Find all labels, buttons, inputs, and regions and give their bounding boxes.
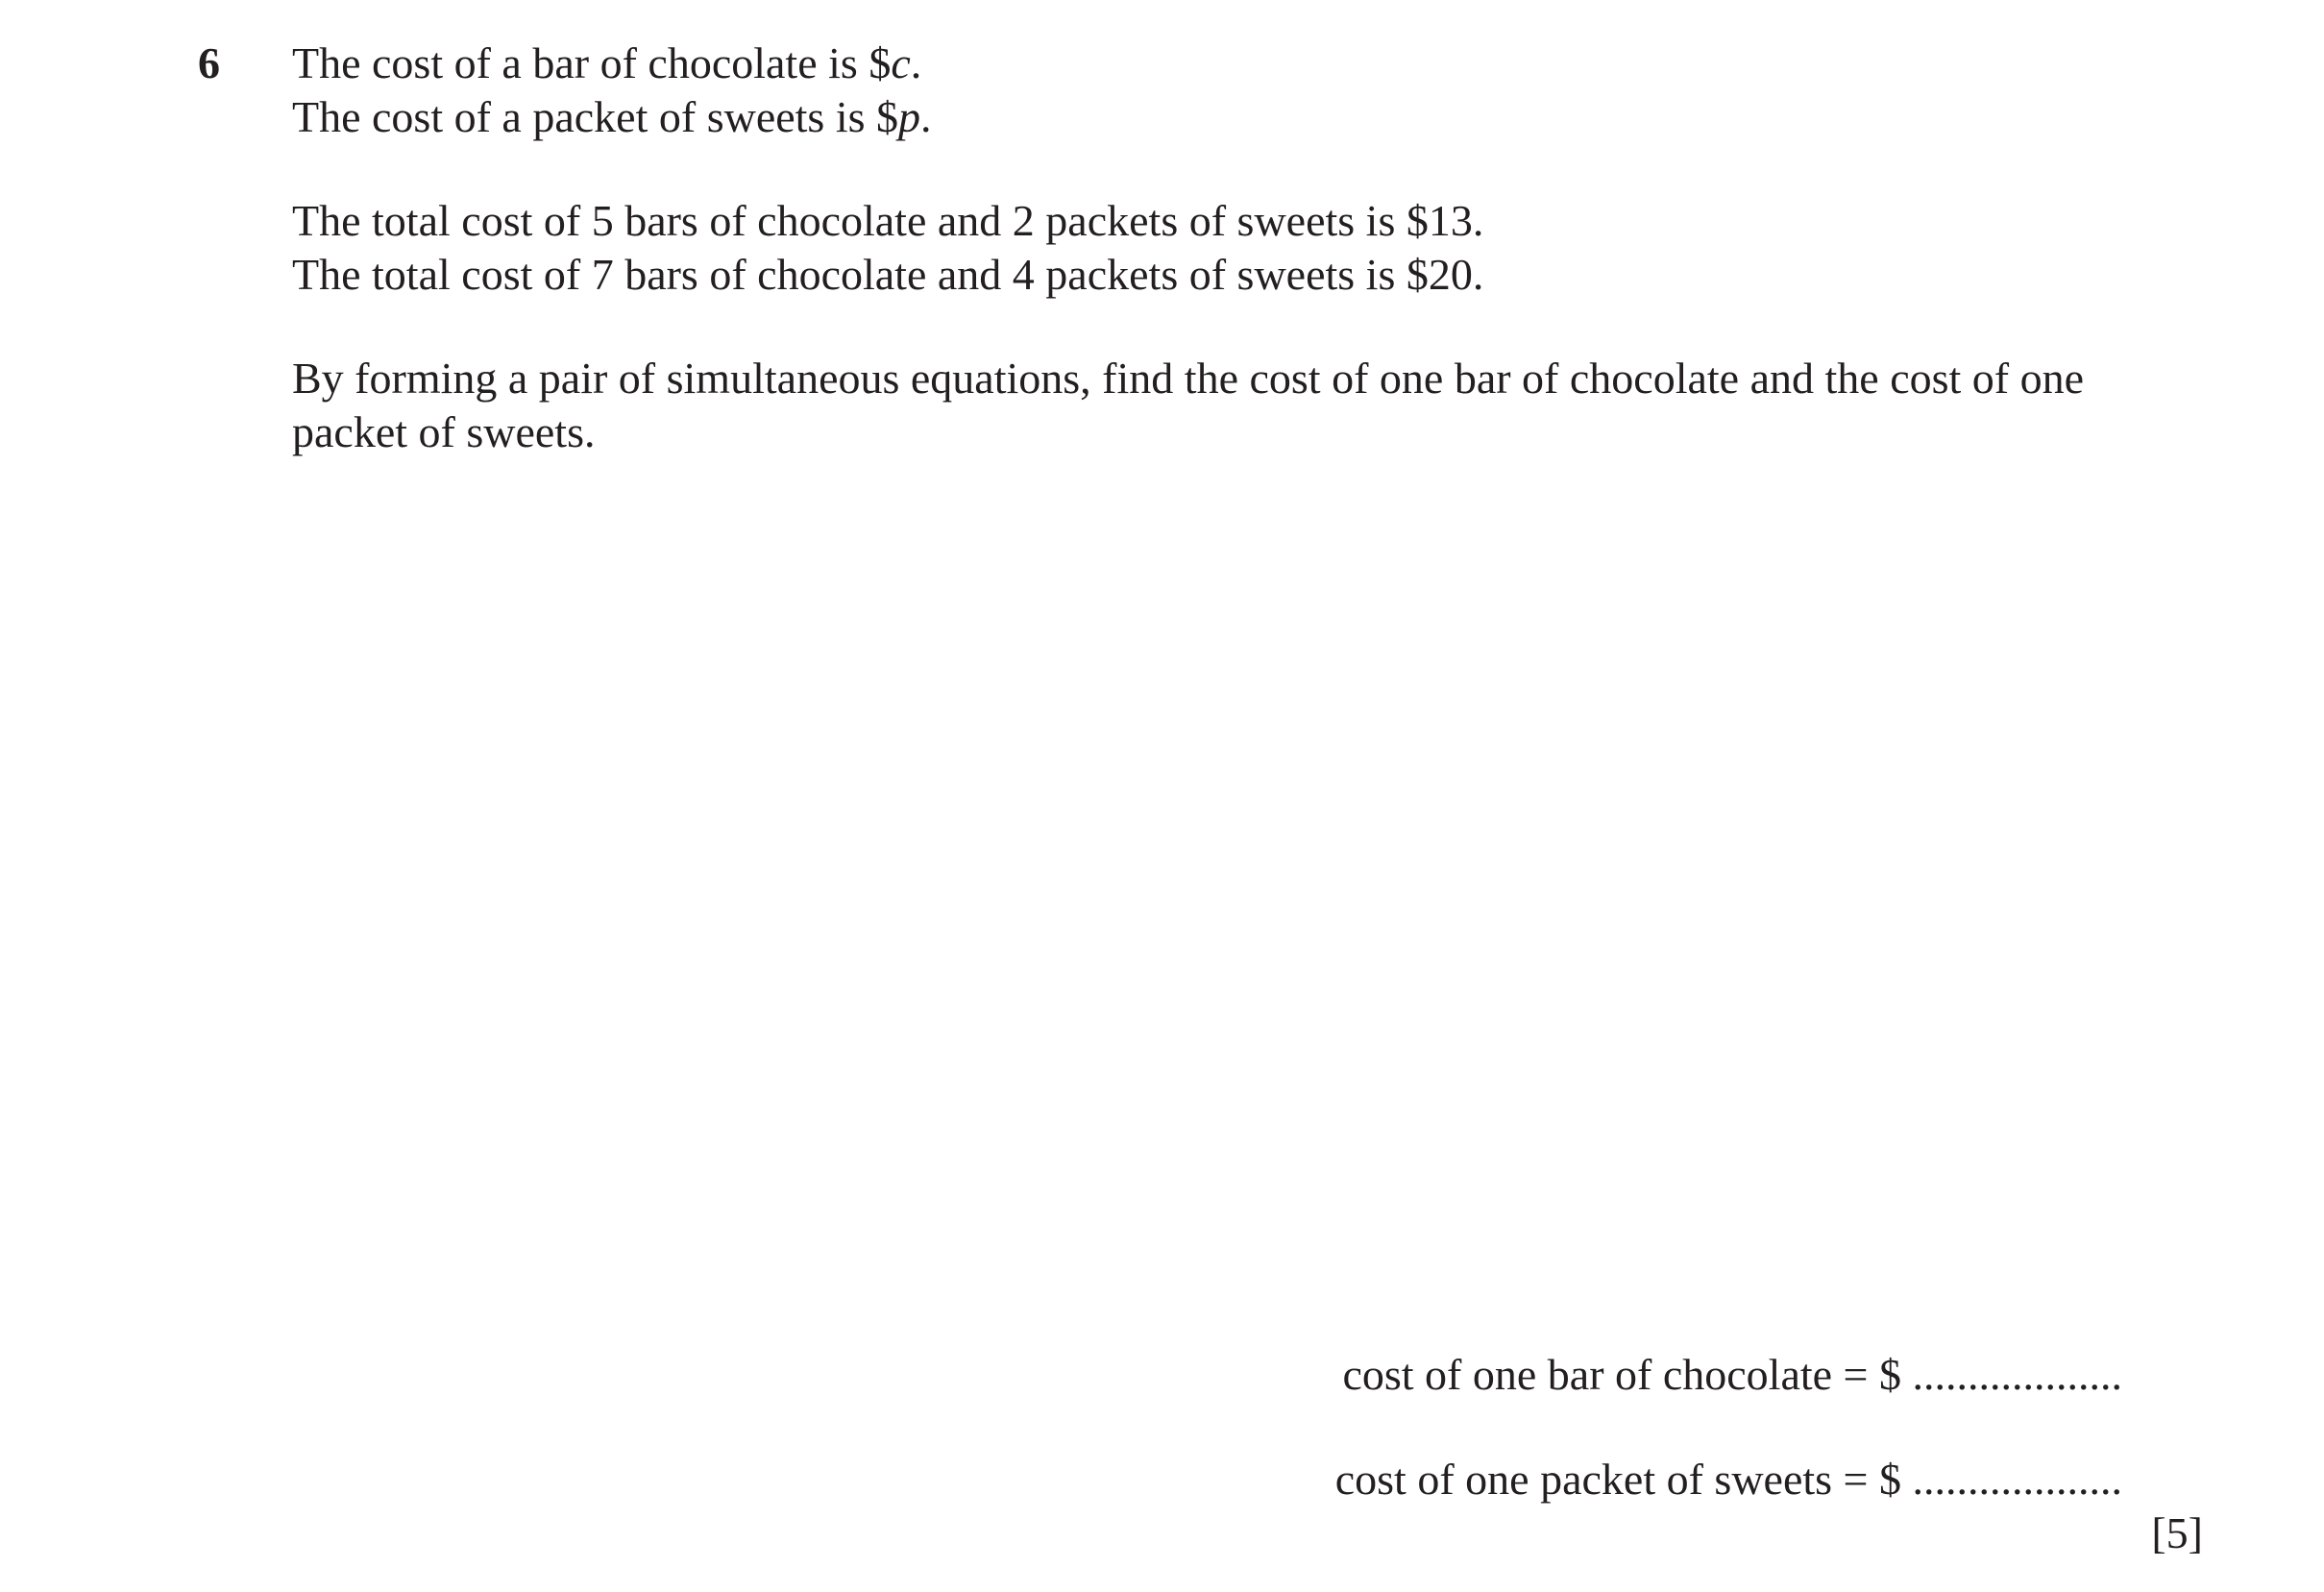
question-number: 6 [198,38,220,87]
marks-allocation: [5] [2151,1508,2203,1557]
question-instruction [292,352,2214,459]
answer-chocolate-line: cost of one bar of chocolate = $ ................... [1342,1350,2122,1399]
fact-line-1: The total cost of 5 bars of chocolate and 2 packets of sweets is $13. [292,196,1484,245]
instruction-line-1: By forming a pair of simultaneous equations, find the cost of one bar of chocolate and the cost of one [292,354,2085,403]
instruction-line-2: packet of sweets. [292,407,596,456]
question-intro [292,37,2214,144]
chocolate-cost-line [292,37,2214,90]
answer-sweets-line: cost of one packet of sweets = $ ................... [1334,1455,2122,1504]
question-facts [292,194,2214,302]
fact-line-2: The total cost of 7 bars of chocolate and 4 packets of sweets is $20. [292,250,1484,299]
sweets-variable: p [898,92,921,141]
sweets-cost-line [292,90,2214,144]
chocolate-cost-text: The cost of a bar of chocolate is $ [292,38,892,87]
chocolate-variable: c [891,38,911,87]
sweets-cost-suffix: . [920,92,932,141]
sweets-cost-text: The cost of a packet of sweets is $ [292,92,899,141]
question-body [292,37,2214,459]
chocolate-cost-suffix: . [910,38,922,87]
